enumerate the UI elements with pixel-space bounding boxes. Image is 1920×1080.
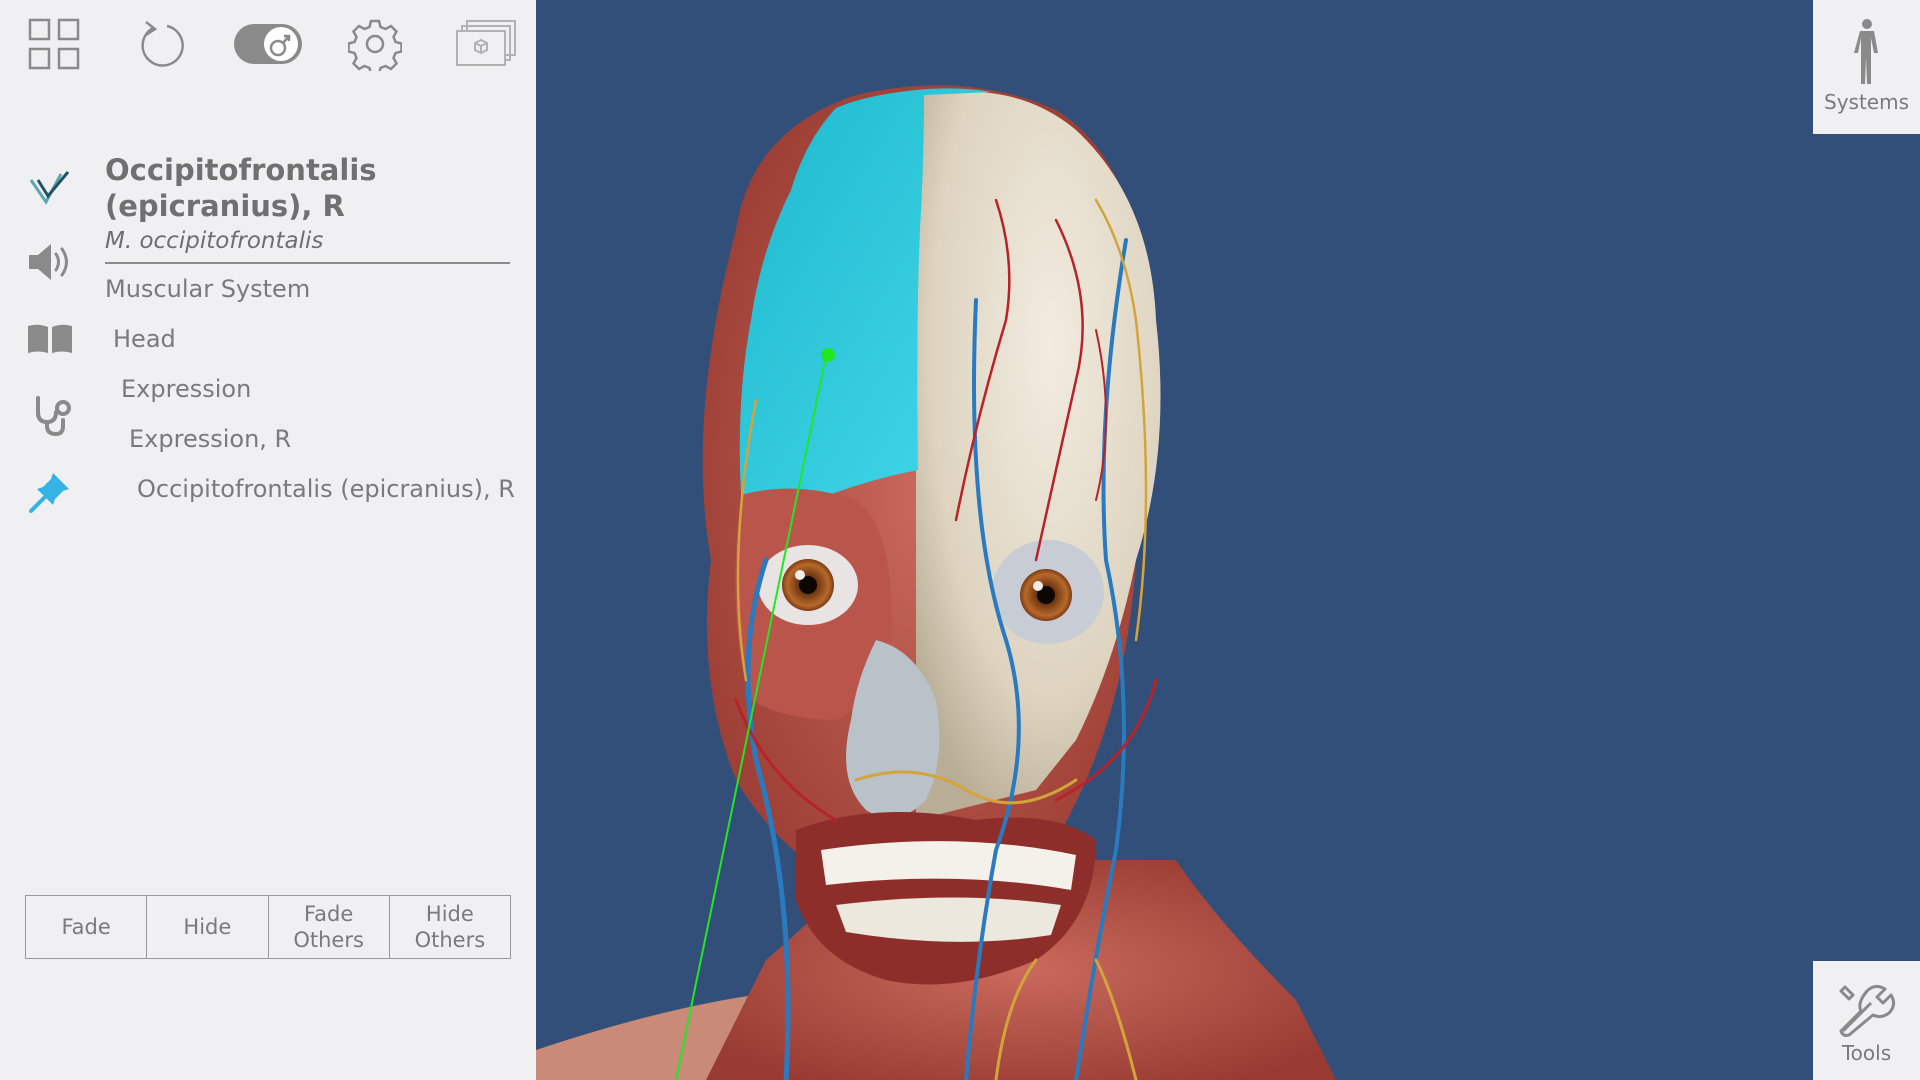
- book-button[interactable]: [20, 313, 80, 365]
- views-button[interactable]: [446, 10, 526, 78]
- fade-others-line1: Fade: [303, 902, 354, 926]
- systems-button[interactable]: [1813, 0, 1920, 134]
- audio-icon: [25, 240, 75, 284]
- grid-button[interactable]: [14, 10, 94, 78]
- structure-title-block: [105, 152, 510, 256]
- fade-others-button[interactable]: [269, 896, 390, 958]
- tools-label: Tools: [1841, 1041, 1892, 1065]
- tools-icon: [1837, 983, 1897, 1037]
- fade-label: Fade: [61, 915, 111, 939]
- audio-button[interactable]: [20, 236, 80, 288]
- 3d-viewport[interactable]: [536, 0, 1920, 1080]
- stethoscope-icon: [28, 394, 72, 438]
- hide-others-line1: Hide: [425, 902, 474, 926]
- pointer-dot: [821, 348, 835, 362]
- clinical-button[interactable]: [20, 390, 80, 442]
- structure-title-line1: Occipitofrontalis: [105, 153, 377, 187]
- hide-label: Hide: [183, 915, 232, 939]
- human-figure-icon: [1847, 18, 1887, 86]
- action-bar: [25, 895, 511, 959]
- structure-title: [105, 152, 510, 224]
- definition-icon: [28, 170, 72, 206]
- info-panel: [0, 0, 536, 1080]
- hierarchy-item-system[interactable]: Muscular System: [105, 275, 311, 303]
- systems-label: Systems: [1824, 90, 1909, 114]
- views-icon: [453, 17, 519, 71]
- sex-toggle-icon: [233, 23, 303, 65]
- pin-icon: [28, 470, 72, 514]
- hide-others-line2: Others: [414, 928, 486, 952]
- sex-toggle[interactable]: [228, 10, 308, 78]
- definition-button[interactable]: [20, 162, 80, 214]
- settings-icon: [348, 17, 402, 71]
- reset-icon: [137, 18, 187, 70]
- fade-others-line2: Others: [293, 928, 364, 952]
- hide-button[interactable]: [147, 896, 268, 958]
- latin-name: M. occipitofrontalis: [105, 228, 324, 254]
- tools-button[interactable]: [1813, 961, 1920, 1080]
- fade-others-label: [293, 901, 364, 953]
- anatomy-model[interactable]: [536, 0, 1920, 1080]
- hierarchy-item-structure[interactable]: Occipitofrontalis (epicranius), R: [137, 475, 515, 503]
- reset-button[interactable]: [122, 10, 202, 78]
- book-icon: [26, 323, 74, 355]
- structure-title-line2: (epicranius), R: [105, 189, 345, 223]
- title-divider: [105, 262, 510, 264]
- hierarchy-item-region[interactable]: Head: [113, 325, 176, 353]
- fade-button[interactable]: [26, 896, 147, 958]
- lower-teeth: [836, 898, 1061, 942]
- hierarchy-item-subgroup[interactable]: Expression, R: [129, 425, 292, 453]
- hide-others-label: [415, 901, 486, 953]
- settings-button[interactable]: [335, 10, 415, 78]
- hierarchy-item-group[interactable]: Expression: [121, 375, 252, 403]
- grid-icon: [27, 17, 81, 71]
- pin-button[interactable]: [20, 466, 80, 518]
- hide-others-button[interactable]: [390, 896, 510, 958]
